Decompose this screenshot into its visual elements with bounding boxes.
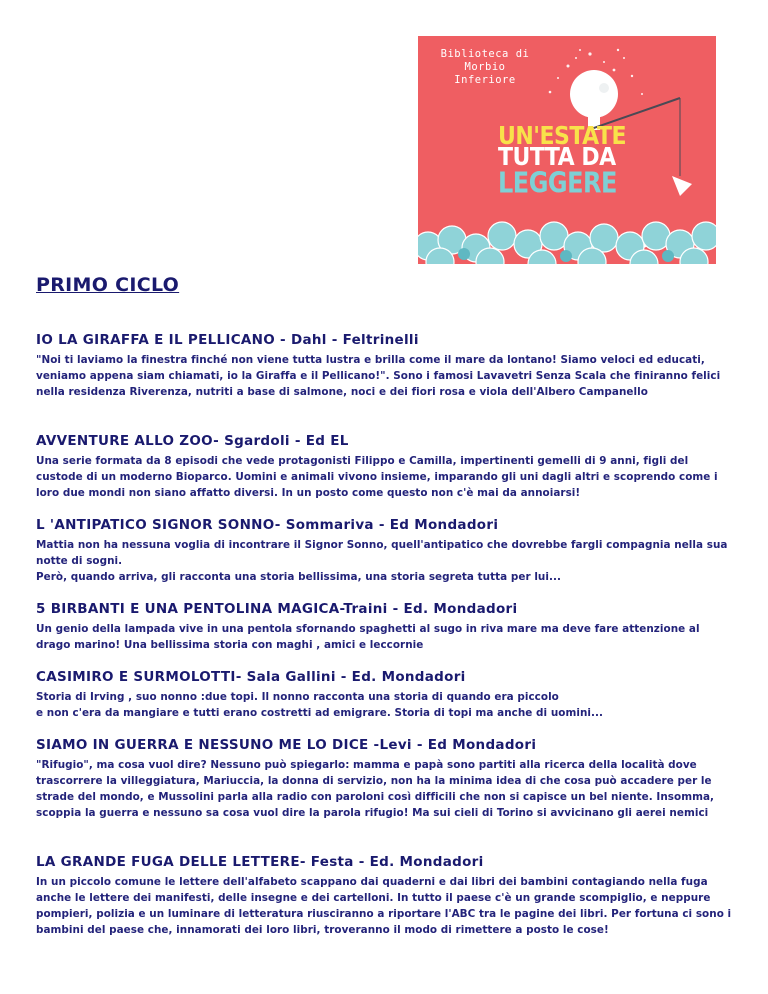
book-title: CASIMIRO E SURMOLOTTI- Sala Gallini - Ed. Mondadori (36, 669, 466, 685)
book-title: SIAMO IN GUERRA E NESSUNO ME LO DICE -Levi - Ed Mondadori (36, 737, 537, 753)
library-line: Morbio (464, 61, 506, 73)
book-title: LA GRANDE FUGA DELLE LETTERE- Festa - Ed. Mondadori (36, 854, 484, 870)
book-description: "Rifugio", ma cosa vuol dire? Nessuno può spiegarlo: mamma e papà sono partiti alla ricerca della località dove trascorrere la villeggiatura, Mariuccia, la donna di servizio, non ha la minima idea di che cosa può accadere per le strade del mondo, e Mussolini parla alla radio con paroloni così difficili che non si capisce un bel niente. Insomma, scoppia la guerra e nessuno sa cosa vuol dire la parola rifugio! Ma sui cieli di Torino si avvicinano gli aerei nemici (36, 759, 715, 819)
poster-title-line-2: TUTTA DA (498, 143, 616, 172)
book-entry (36, 854, 736, 938)
book-description: Una serie formata da 8 episodi che vede protagonisti Filippo e Camilla, impertinenti gemelli di 9 anni, figli del custode di un moderno Bioparco. Uomini e animali vivono insieme, imparando gli uni dagli altri e scoprendo come i loro due mondi non siano affatto diversi. In un posto come questo non c'è mai da annoiarsi! (36, 455, 718, 499)
book-description: In un piccolo comune le lettere dell'alfabeto scappano dai quaderni e dai libri dei bambini contagiando nella fuga anche le lettere dei manifesti, delle insegne e dei cartelloni. In tutto il paese c'è un grande scompiglio, e neppure pompieri, polizia e un luminare di letteratura riusciranno a riportare l'ABC tra le pagine dei libri. Per fortuna ci sono i bambini del paese che, innamorati dei loro libri, troveranno il modo di rimettere a posto le cose! (36, 876, 732, 936)
book-entry (36, 669, 736, 721)
waves-decoration (418, 206, 716, 264)
book-entry (36, 517, 736, 585)
library-line: Biblioteca di (440, 48, 530, 60)
book-entry (36, 332, 736, 400)
poster-title-line-3: LEGGERE (498, 166, 617, 200)
book-title: L 'ANTIPATICO SIGNOR SONNO- Sommariva - Ed Mondadori (36, 517, 499, 533)
book-entry (36, 433, 736, 501)
book-title: 5 BIRBANTI E UNA PENTOLINA MAGICA-Traini - Ed. Mondadori (36, 601, 518, 617)
book-entry (36, 737, 736, 821)
page-title: PRIMO CICLO (36, 274, 180, 296)
book-title: AVVENTURE ALLO ZOO- Sgardoli - Ed EL (36, 433, 349, 449)
book-description: "Noi ti laviamo la finestra finché non viene tutta lustra e brilla come il mare da lontano! Siamo veloci ed educati, veniamo appena siam chiamati, io la Giraffa e il Pellicano!". Sono i famosi Lavavetri Senza Scala che finiranno felici nella residenza Riverenza, nutriti a base di salmone, noci e dei fiori rosa e viola dell'Albero Campanello (36, 354, 721, 398)
poster-title-line-1: UN'ESTATE (498, 122, 627, 151)
book-entry (36, 601, 736, 653)
book-title: IO LA GIRAFFA E IL PELLICANO - Dahl - Feltrinelli (36, 332, 419, 348)
summer-reading-poster (418, 36, 716, 264)
book-description: Un genio della lampada vive in una pentola sfornando spaghetti al sugo in riva mare ma deve fare attenzione al drago marino! Una bellissima storia con maghi , amici e leccornie (36, 623, 700, 651)
book-description: Mattia non ha nessuna voglia di incontrare il Signor Sonno, quell'antipatico che dovrebbe fargli compagnia nella sua notte di sogni. Però, quando arriva, gli racconta una storia bellissima, una storia segreta tutta per lui... (36, 539, 728, 583)
library-name (430, 48, 540, 87)
book-description: Storia di Irving , suo nonno :due topi. Il nonno racconta una storia di quando era piccolo e non c'era da mangiare e tutti erano costretti ad emigrare. Storia di topi ma anche di uomini... (36, 691, 604, 719)
library-line: Inferiore (454, 74, 516, 86)
